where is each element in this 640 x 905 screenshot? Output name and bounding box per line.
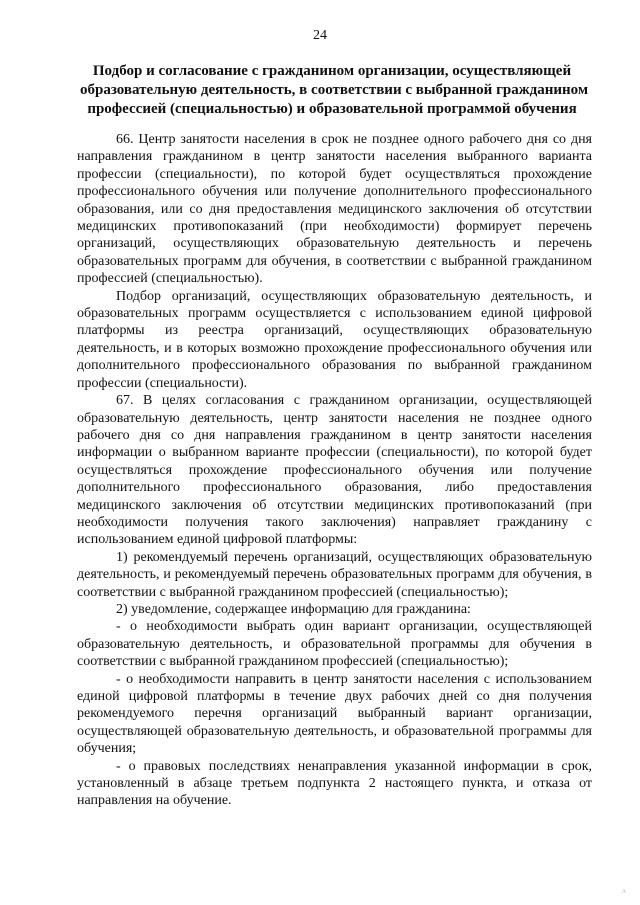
bullet-item: - о правовых последствиях ненаправления указанной информации в срок, установленный в абзаце третьем подпункта 2 настоящего пункта, и отказа от направления на обучение. xyxy=(77,758,592,809)
section-heading xyxy=(80,62,589,119)
paragraph-selection: Подбор организаций, осуществляющих образовательную деятельность, и образовательных программ осуществляется с использованием единой цифровой платформы из реестра организаций, осуществляющих образовательную деятельность, и в которых возможно прохождение профессионального обучения или дополнительного профессионального образования по выбранной гражданином профессии (специальности). xyxy=(77,288,592,391)
list-item-2: 2) уведомление, содержащее информацию для гражданина: xyxy=(116,601,471,617)
bullet-item: - о необходимости направить в центр занятости населения с использованием единой цифровой платформы в течение двух рабочих дней со дня получения рекомендуемого перечня организаций выбранный вариант организации, осуществляющей образовательную деятельность, и образовательной программы для обучения; xyxy=(77,671,592,757)
scan-mark: ʌ xyxy=(622,886,626,895)
list-item-1: 1) рекомендуемый перечень организаций, осуществляющих образовательную деятельность, и рекомендуемый перечень образовательных программ для обучения, в соответствии с выбранной гражданином профессией (специальностью); xyxy=(77,549,592,600)
document-body xyxy=(77,131,592,810)
paragraph-67: 67. В целях согласования с гражданином организации, осуществляющей образовательную деятельность, центр занятости населения не позднее одного рабочего дня со дня направления гражданином в центр занятости населения информации о выбранном варианте профессии (специальности), по которой будет осуществляться прохождение профессионального обучения или получение дополнительного профессионального образования, либо предоставления медицинского заключения об отсутствии медицинских противопоказаний (при необходимости получения такого заключения) направляет гражданину с использованием единой цифровой платформы: xyxy=(77,393,592,548)
heading-line: Подбор и согласование с гражданином организации, осуществляющей xyxy=(92,63,572,79)
bullet-item: - о необходимости выбрать один вариант организации, осуществляющей образовательную деятельность, и образовательной программы для обучения в соответствии с выбранной гражданином профессией (специальностью); xyxy=(77,619,592,670)
heading-line: образовательную деятельность, в соответствии с выбранной гражданином xyxy=(80,82,589,98)
paragraph-66: 66. Центр занятости населения в срок не позднее одного рабочего дня со дня направления гражданином в центр занятости населения выбранного варианта профессии (специальности), по которой будет осуществляться прохождение профессионального обучения или получение дополнительного профессионального образования, или со дня предоставления медицинского заключения об отсутствии медицинских противопоказаний (при необходимости) формирует перечень организаций, осуществляющих образовательную деятельность и перечень образовательных программ для обучения, в соответствии с выбранной гражданином профессией (специальностью). xyxy=(77,132,592,287)
page-number: 24 xyxy=(313,28,327,43)
heading-line: профессией (специальностью) и образовательной программой обучения xyxy=(87,101,577,117)
